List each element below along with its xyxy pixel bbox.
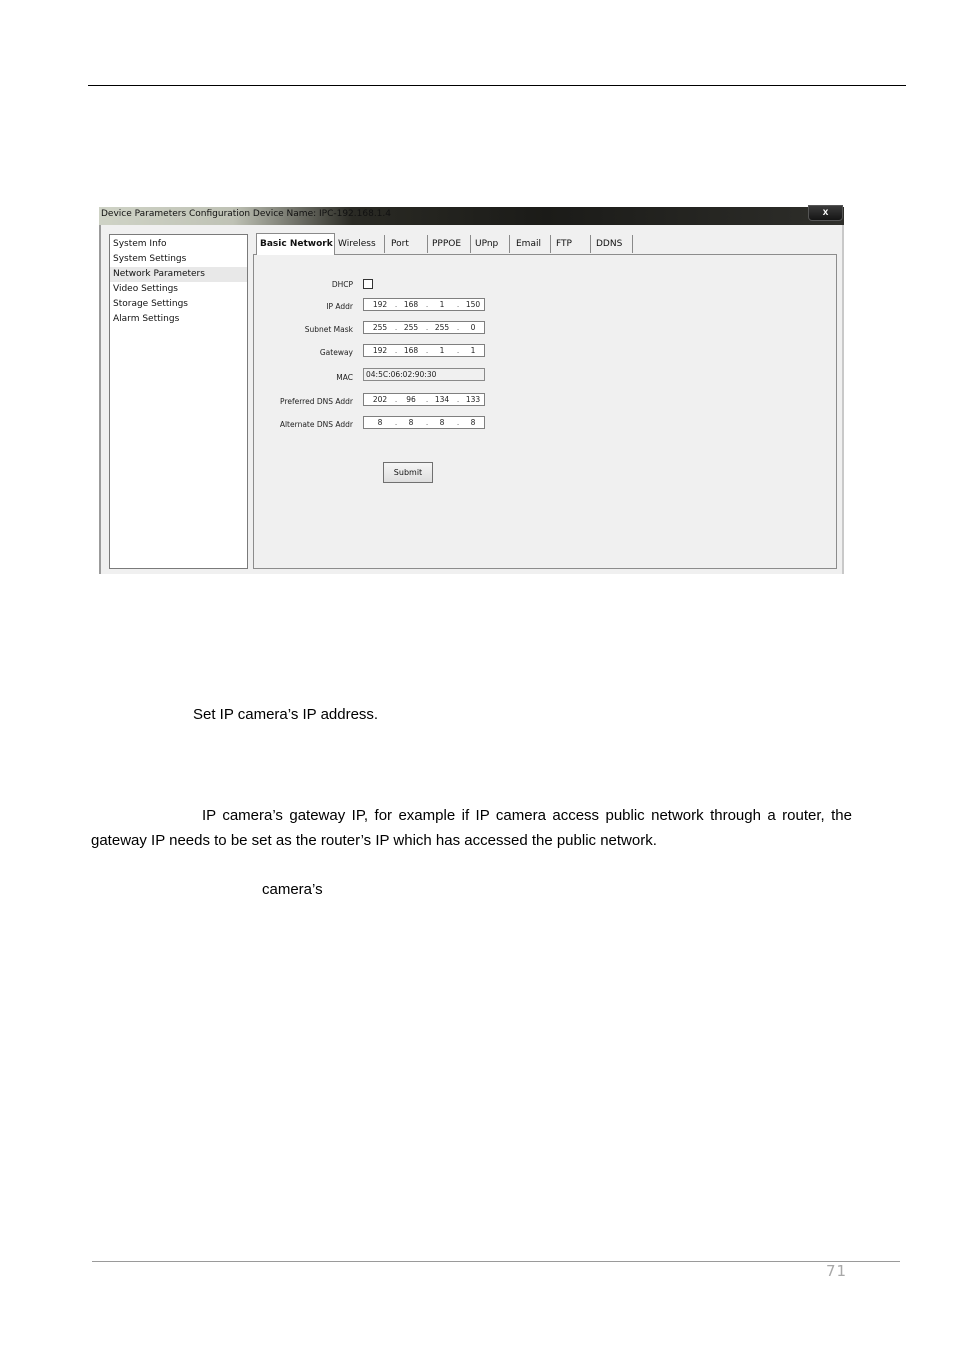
tab-wireless[interactable]: Wireless (335, 235, 385, 253)
dns2-dot: . (457, 418, 460, 427)
close-button[interactable]: x (808, 205, 843, 221)
dns1-dot: . (457, 395, 460, 404)
nav-item-storage-settings[interactable]: Storage Settings (113, 299, 188, 309)
dns1-octet-2: 96 (406, 395, 416, 404)
dns1-dot: . (426, 395, 429, 404)
mask-octet-3: 255 (434, 323, 450, 332)
tab-upnp[interactable]: UPnp (472, 235, 510, 253)
mac-field: 04:5C:06:02:90:30 (363, 368, 485, 381)
gateway-description: IP camera’s gateway IP, for example if IP camera access public network through a router, the gateway IP needs to be set as the router’s IP which has accessed the public network. (91, 807, 852, 849)
window-border-right (842, 225, 844, 574)
footer-rule (92, 1261, 900, 1262)
ip-dot: . (426, 300, 429, 309)
nav-item-video-settings[interactable]: Video Settings (113, 284, 178, 294)
ip-octet-2: 168 (403, 300, 419, 309)
dns2-dot: . (426, 418, 429, 427)
mask-octet-1: 255 (372, 323, 388, 332)
dns2-dot: . (395, 418, 398, 427)
dhcp-checkbox[interactable] (363, 279, 373, 289)
alternate-dns-label: Alternate DNS Addr (279, 420, 353, 429)
dns2-octet-1: 8 (377, 418, 383, 427)
mask-octet-2: 255 (403, 323, 419, 332)
nav-item-system-info[interactable]: System Info (113, 239, 167, 249)
dns1-dot: . (395, 395, 398, 404)
gw-octet-4: 1 (470, 346, 476, 355)
gw-dot: . (457, 346, 460, 355)
tab-port[interactable]: Port (388, 235, 428, 253)
submit-button[interactable]: Submit (383, 462, 433, 483)
dns2-octet-4: 8 (470, 418, 476, 427)
dns2-octet-3: 8 (439, 418, 445, 427)
header-rule (88, 85, 906, 86)
mac-label: MAC (336, 373, 353, 382)
device-config-dialog (99, 207, 844, 574)
mask-dot: . (426, 323, 429, 332)
window-title: Device Parameters Configuration Device Name: IPC-192.168.1.4 (101, 209, 391, 219)
ip-addr-field[interactable] (363, 298, 485, 311)
dns1-octet-1: 202 (372, 395, 388, 404)
page-number: 71 (826, 1262, 848, 1280)
ip-octet-3: 1 (439, 300, 445, 309)
subnet-mask-label: Subnet Mask (304, 325, 353, 334)
tab-ftp[interactable]: FTP (553, 235, 591, 253)
ip-addr-label: IP Addr (326, 302, 353, 311)
gateway-field[interactable] (363, 344, 485, 357)
settings-nav-list (109, 234, 248, 569)
nav-item-system-settings[interactable]: System Settings (113, 254, 187, 264)
tab-email[interactable]: Email (513, 235, 551, 253)
gateway-label: Gateway (319, 348, 353, 357)
ip-address-description: Set IP camera’s IP address. (193, 706, 379, 723)
tab-basic-network[interactable]: Basic Network (256, 233, 335, 255)
nav-item-network-parameters[interactable]: Network Parameters (110, 267, 247, 282)
dhcp-label: DHCP (331, 280, 353, 289)
gw-octet-1: 192 (372, 346, 388, 355)
dns1-octet-4: 133 (465, 395, 481, 404)
dns1-octet-3: 134 (434, 395, 450, 404)
mac-description-fragment: camera’s (262, 881, 323, 898)
alternate-dns-field[interactable] (363, 416, 485, 429)
tab-ddns[interactable]: DDNS (593, 235, 633, 253)
gw-octet-3: 1 (439, 346, 445, 355)
mask-dot: . (457, 323, 460, 332)
nav-item-alarm-settings[interactable]: Alarm Settings (113, 314, 180, 324)
tab-pppoe[interactable]: PPPOE (429, 235, 471, 253)
ip-octet-1: 192 (372, 300, 388, 309)
dns2-octet-2: 8 (408, 418, 414, 427)
mask-dot: . (395, 323, 398, 332)
ip-dot: . (395, 300, 398, 309)
title-bar[interactable] (99, 207, 844, 225)
gw-dot: . (395, 346, 398, 355)
ip-octet-4: 150 (465, 300, 481, 309)
window-border-left (99, 225, 101, 574)
preferred-dns-label: Preferred DNS Addr (280, 397, 353, 406)
preferred-dns-field[interactable] (363, 393, 485, 406)
gw-octet-2: 168 (403, 346, 419, 355)
mask-octet-4: 0 (470, 323, 476, 332)
subnet-mask-field[interactable] (363, 321, 485, 334)
gw-dot: . (426, 346, 429, 355)
ip-dot: . (457, 300, 460, 309)
